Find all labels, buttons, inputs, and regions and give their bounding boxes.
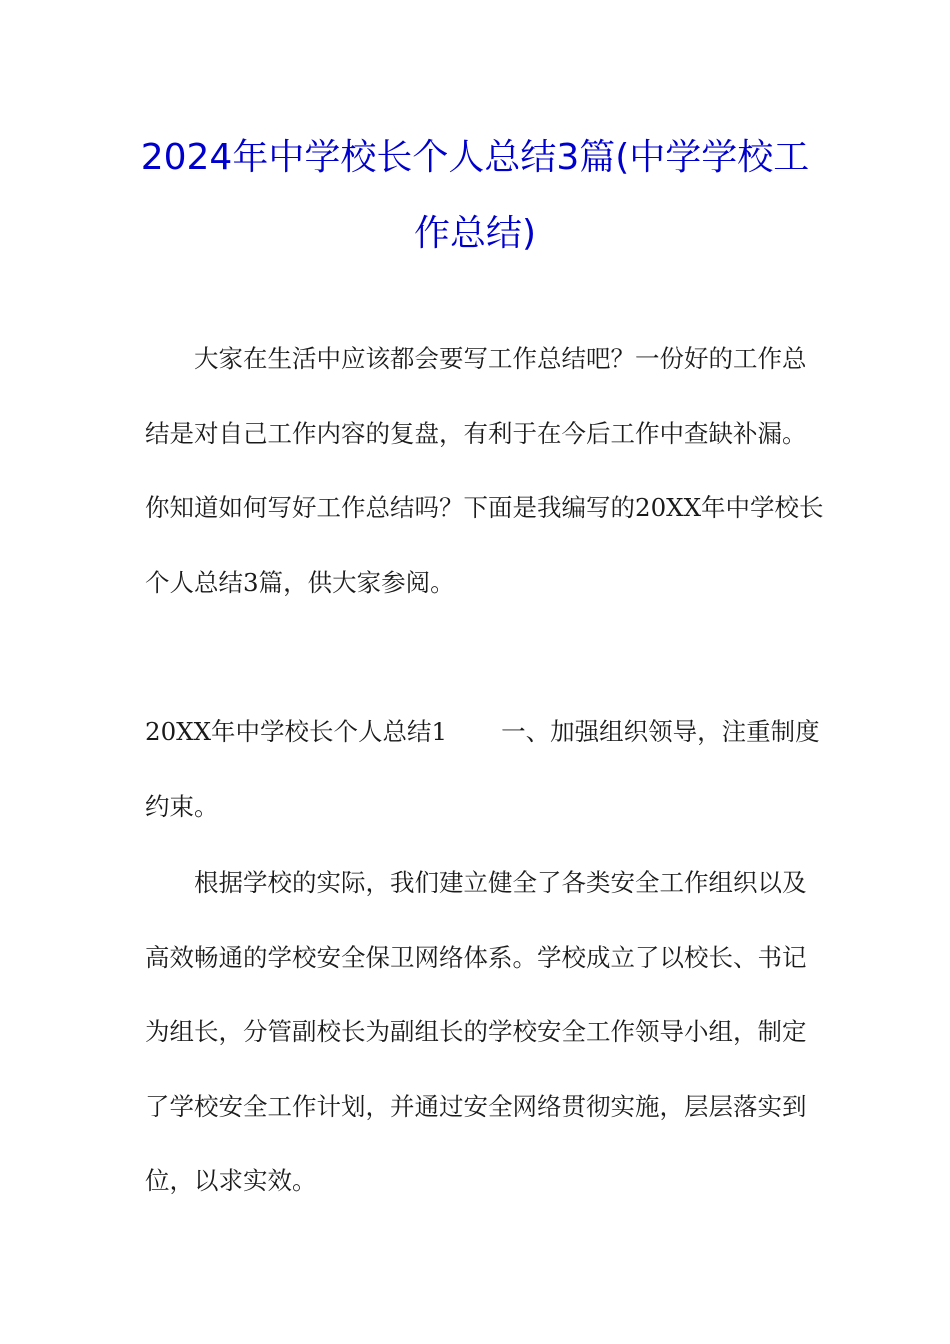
title-line-1: 2024年中学校长个人总结3篇(中学学校工 [140, 137, 810, 178]
body-line: 位，以求实效。 [145, 1166, 317, 1195]
title-line-2: 作总结) [413, 213, 537, 254]
body-line: 为组长，分管副校长为副组长的学校安全工作领导小组，制定 [145, 1017, 807, 1046]
intro-line: 你知道如何写好工作总结吗？下面是我编写的20XX年中学校长 [145, 493, 824, 522]
document-title [0, 120, 950, 272]
section-heading-paragraph [145, 695, 820, 844]
section-point-continuation: 约束。 [145, 791, 219, 821]
section-point: 一、加强组织领导，注重制度 [501, 717, 820, 746]
body-line: 了学校安全工作计划，并通过安全网络贯彻实施，层层落实到 [145, 1091, 807, 1121]
intro-paragraph [145, 322, 824, 620]
section-heading-line [145, 695, 820, 770]
body-paragraph [145, 846, 810, 1219]
body-line: 高效畅通的学校安全保卫网络体系。学校成立了以校长、书记 [145, 942, 807, 972]
intro-line: 结是对自己工作内容的复盘，有利于在今后工作中查缺补漏。 [145, 418, 807, 448]
intro-line: 大家在生活中应该都会要写工作总结吧？一份好的工作总 [194, 344, 807, 373]
body-line: 根据学校的实际，我们建立健全了各类安全工作组织以及 [194, 868, 807, 897]
intro-line: 个人总结3篇，供大家参阅。 [145, 567, 455, 597]
section-heading: 20XX年中学校长个人总结1 [145, 717, 448, 746]
